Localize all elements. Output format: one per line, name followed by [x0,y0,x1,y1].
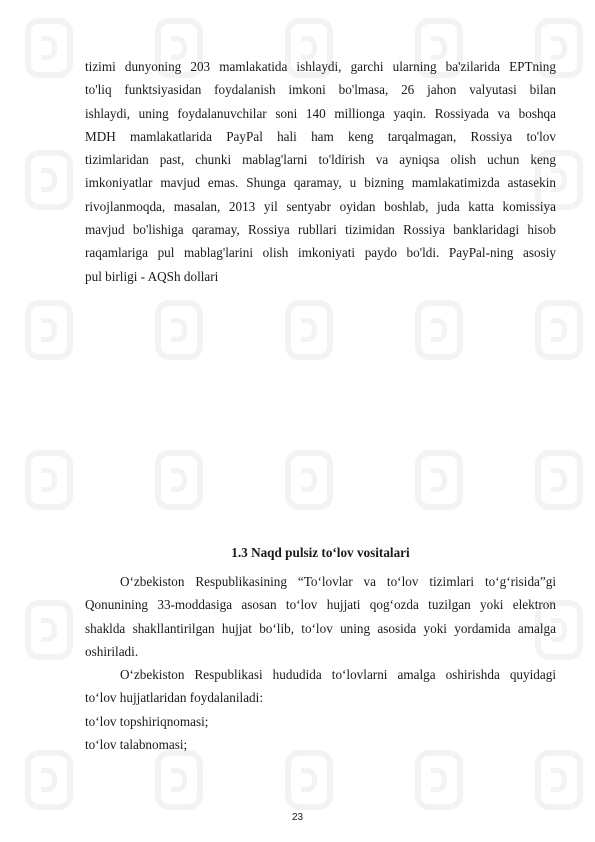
watermark-logo [25,300,73,360]
text-line: oshiriladi. [85,643,139,659]
watermark-logo [415,300,463,360]
text-line: rivojlanmoqda, masalan, 2013 yil sentyabr oyidan boshlab, juda katta komissiya [85,198,556,214]
text-line: tizimlaridan past, chunki mablag'larni to'ldirish va ayniqsa olish uchun keng [85,152,556,168]
watermark-logo [285,750,333,810]
watermark-logo [155,450,203,510]
text-line: shaklda shakllantirilgan hujjat bo‘lib, to‘lov uning asosida yoki yordamida amalga [85,620,556,636]
watermark-logo [25,450,73,510]
watermark-logo [25,600,73,660]
watermark-logo [535,450,583,510]
watermark-logo [415,750,463,810]
body-paragraph-paypal [85,55,556,288]
text-line: ishlaydi, uning foydalanuvchilar soni 140 millionga yaqin. Rossiyada va boshqa [85,105,556,121]
watermark-logo [25,18,73,78]
watermark-logo [155,750,203,810]
list-item: to‘lov talabnomasi; [85,737,188,753]
text-line: O‘zbekiston Respublikasining “To‘lovlar va to‘lov tizimlari to‘g‘risida”gi [120,574,556,589]
body-paragraph-documents [85,663,556,710]
text-line: pul birligi - AQSh dollari [85,268,219,284]
watermark-logo [415,450,463,510]
watermark-logo [155,300,203,360]
text-line: tizimi dunyoning 203 mamlakatida ishlaydi, garchi ularning ba'zilarida EPTning [85,59,556,74]
section-heading: 1.3 Naqd pulsiz to‘lov vositalari [231,545,410,560]
watermark-logo [535,750,583,810]
text-line: MDH mamlakatlarida PayPal hali ham keng tarqalmagan, Rossiya to'lov [85,128,556,144]
watermark-logo [25,150,73,210]
text-line: O‘zbekiston Respublikasi hududida to‘lovlarni amalga oshirishda quyidagi [120,667,556,683]
text-line: raqamlariga pul mablag'larini olish imkoniyati paydo bo'ldi. PayPal-ning asosiy [85,245,556,261]
text-line: Qonunining 33-moddasiga asosan to‘lov hujjati qog‘ozda tuzilgan yoki elektron [85,597,556,613]
list-item: to‘lov topshiriqnomasi; [85,713,209,729]
page-number: 23 [291,812,304,823]
body-paragraph-law [85,570,556,663]
watermark-logo [535,300,583,360]
watermark-logo [25,750,73,810]
watermark-logo [285,300,333,360]
document-list [85,710,556,757]
section-body [85,570,556,756]
text-line: to'liq funktsiyasidan foydalanish imkoni bo'lmasa, 26 jahon valyutasi bilan [85,82,556,98]
text-line: imkoniyatlar mavjud emas. Shunga qaramay, u bizning mamlakatimizda astasekin [85,175,556,191]
text-line: to‘lov hujjatlaridan foydalaniladi: [85,690,263,706]
text-line: mavjud bo'lishiga qaramay, Rossiya rubllari tizimidan Rossiya banklaridagi hisob [85,222,556,238]
watermark-logo [285,450,333,510]
